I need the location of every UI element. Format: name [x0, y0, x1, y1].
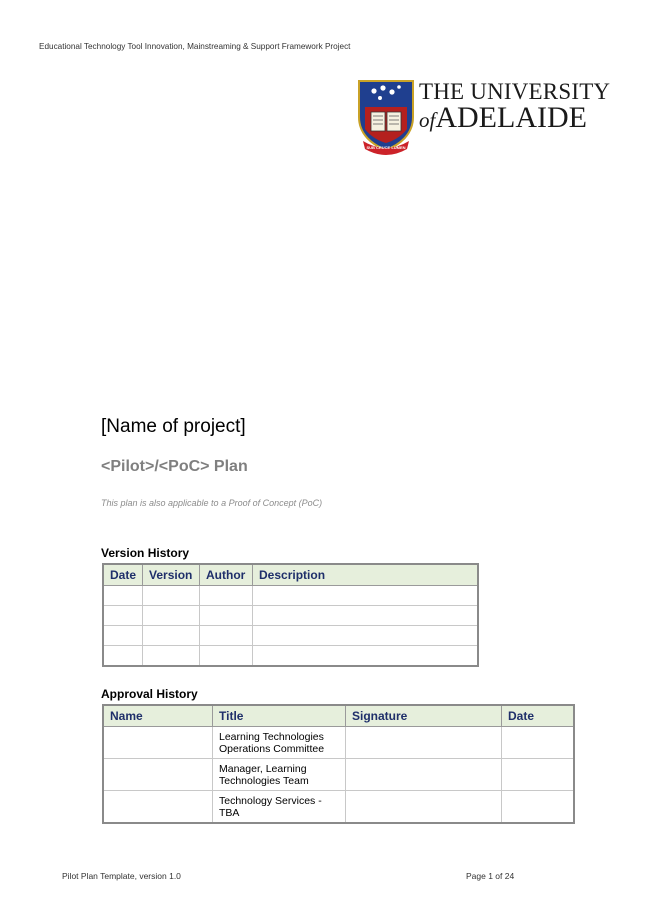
- col-title: Title: [213, 705, 346, 727]
- cell: [200, 586, 253, 606]
- cell: [346, 791, 502, 824]
- table-row: [103, 586, 478, 606]
- crest-icon: [357, 79, 415, 155]
- cell: [143, 606, 200, 626]
- logo-line2: [419, 101, 587, 135]
- cell: [253, 586, 478, 606]
- document-note: This plan is also applicable to a Proof of Concept (PoC): [101, 498, 323, 508]
- cell: [253, 626, 478, 646]
- col-name: Name: [103, 705, 213, 727]
- document-title: [Name of project]: [101, 416, 246, 437]
- footer-page-number: Page 1 of 24: [466, 871, 515, 881]
- cell: [502, 759, 575, 791]
- cell: [103, 586, 143, 606]
- cell: [103, 626, 143, 646]
- cell: [103, 791, 213, 824]
- col-author: Author: [200, 564, 253, 586]
- cell: [143, 626, 200, 646]
- cell: [200, 626, 253, 646]
- cell: [253, 606, 478, 626]
- cell: [143, 586, 200, 606]
- footer-left: Pilot Plan Template, version 1.0: [62, 871, 181, 881]
- table-row: [103, 727, 574, 759]
- logo-line1: THE UNIVERSITY: [419, 79, 611, 104]
- cell: Technology Services - TBA: [213, 791, 346, 824]
- col-description: Description: [253, 564, 478, 586]
- document-subtitle: <Pilot>/<PoC> Plan: [101, 458, 248, 475]
- running-header: Educational Technology Tool Innovation, Mainstreaming & Support Framework Project: [39, 42, 351, 51]
- table-row: [103, 626, 478, 646]
- cell: [200, 646, 253, 667]
- version-history-heading: Version History: [101, 546, 190, 560]
- cell: [346, 759, 502, 791]
- cell: [103, 727, 213, 759]
- cell: [502, 727, 575, 759]
- cell: Learning Technologies Operations Committee: [213, 727, 346, 759]
- cell: [346, 727, 502, 759]
- approval-history-table: [102, 704, 575, 824]
- logo-motto: SUB CRUCE LUMEN: [366, 145, 406, 150]
- cell: [253, 646, 478, 667]
- cell: [502, 791, 575, 824]
- col-version: Version: [143, 564, 200, 586]
- table-row: [103, 606, 478, 626]
- table-row: [103, 646, 478, 667]
- approval-history-heading: Approval History: [101, 687, 198, 701]
- cell: [200, 606, 253, 626]
- cell: Manager, Learning Technologies Team: [213, 759, 346, 791]
- table-row: [103, 759, 574, 791]
- university-logo: [357, 79, 611, 157]
- col-approval-date: Date: [502, 705, 575, 727]
- cell: [103, 759, 213, 791]
- logo-of: of: [419, 108, 436, 132]
- col-signature: Signature: [346, 705, 502, 727]
- table-row: [103, 791, 574, 824]
- cell: [103, 646, 143, 667]
- col-date: Date: [103, 564, 143, 586]
- cell: [143, 646, 200, 667]
- cell: [103, 606, 143, 626]
- logo-adelaide: ADELAIDE: [435, 101, 587, 134]
- version-history-table: [102, 563, 479, 667]
